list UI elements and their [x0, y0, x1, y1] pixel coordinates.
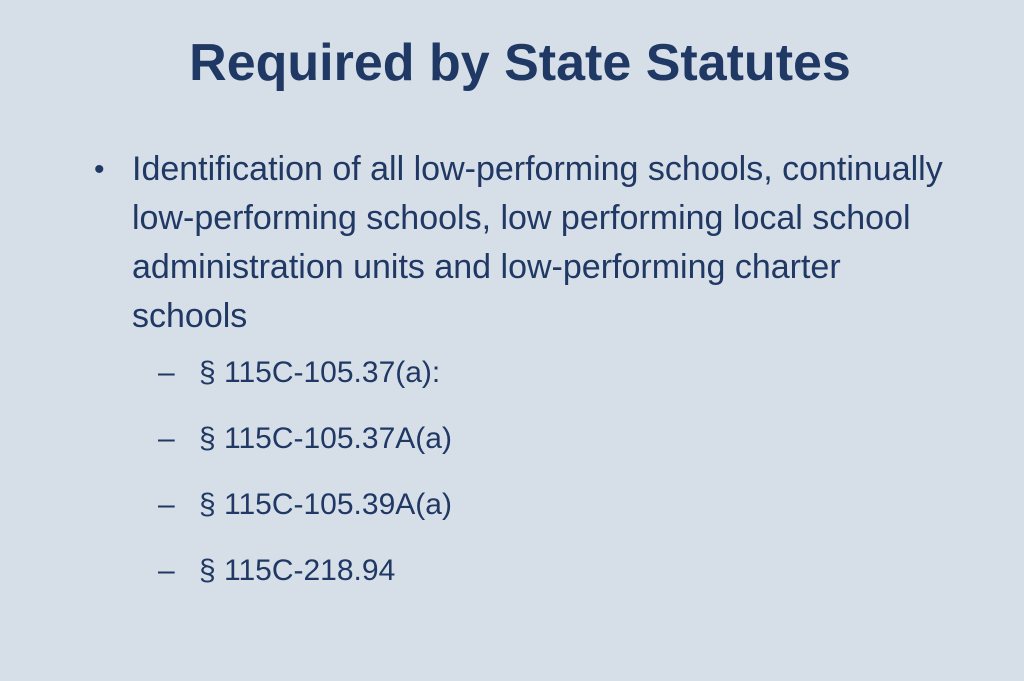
statute-list — [92, 355, 952, 589]
dash-icon: – — [158, 554, 175, 587]
statute-text: § 115C-105.37(a): — [199, 356, 441, 389]
statute-text: § 115C-218.94 — [199, 554, 396, 587]
statute-item — [154, 553, 952, 589]
bullet-icon: • — [94, 153, 105, 186]
slide-content — [92, 145, 952, 619]
statute-item — [154, 421, 952, 457]
dash-icon: – — [158, 422, 175, 455]
bullet-text: Identification of all low-performing schools, continually low-performing schools, low performing local school administration units and low-performing charter schools — [132, 150, 943, 335]
dash-icon: – — [158, 488, 175, 521]
bullet-item — [92, 145, 952, 341]
statute-text: § 115C-105.37A(a) — [199, 422, 452, 455]
statute-text: § 115C-105.39A(a) — [199, 488, 452, 521]
statute-item — [154, 487, 952, 523]
statute-item — [154, 355, 952, 391]
dash-icon: – — [158, 356, 175, 389]
slide-title: Required by State Statutes — [189, 34, 851, 92]
